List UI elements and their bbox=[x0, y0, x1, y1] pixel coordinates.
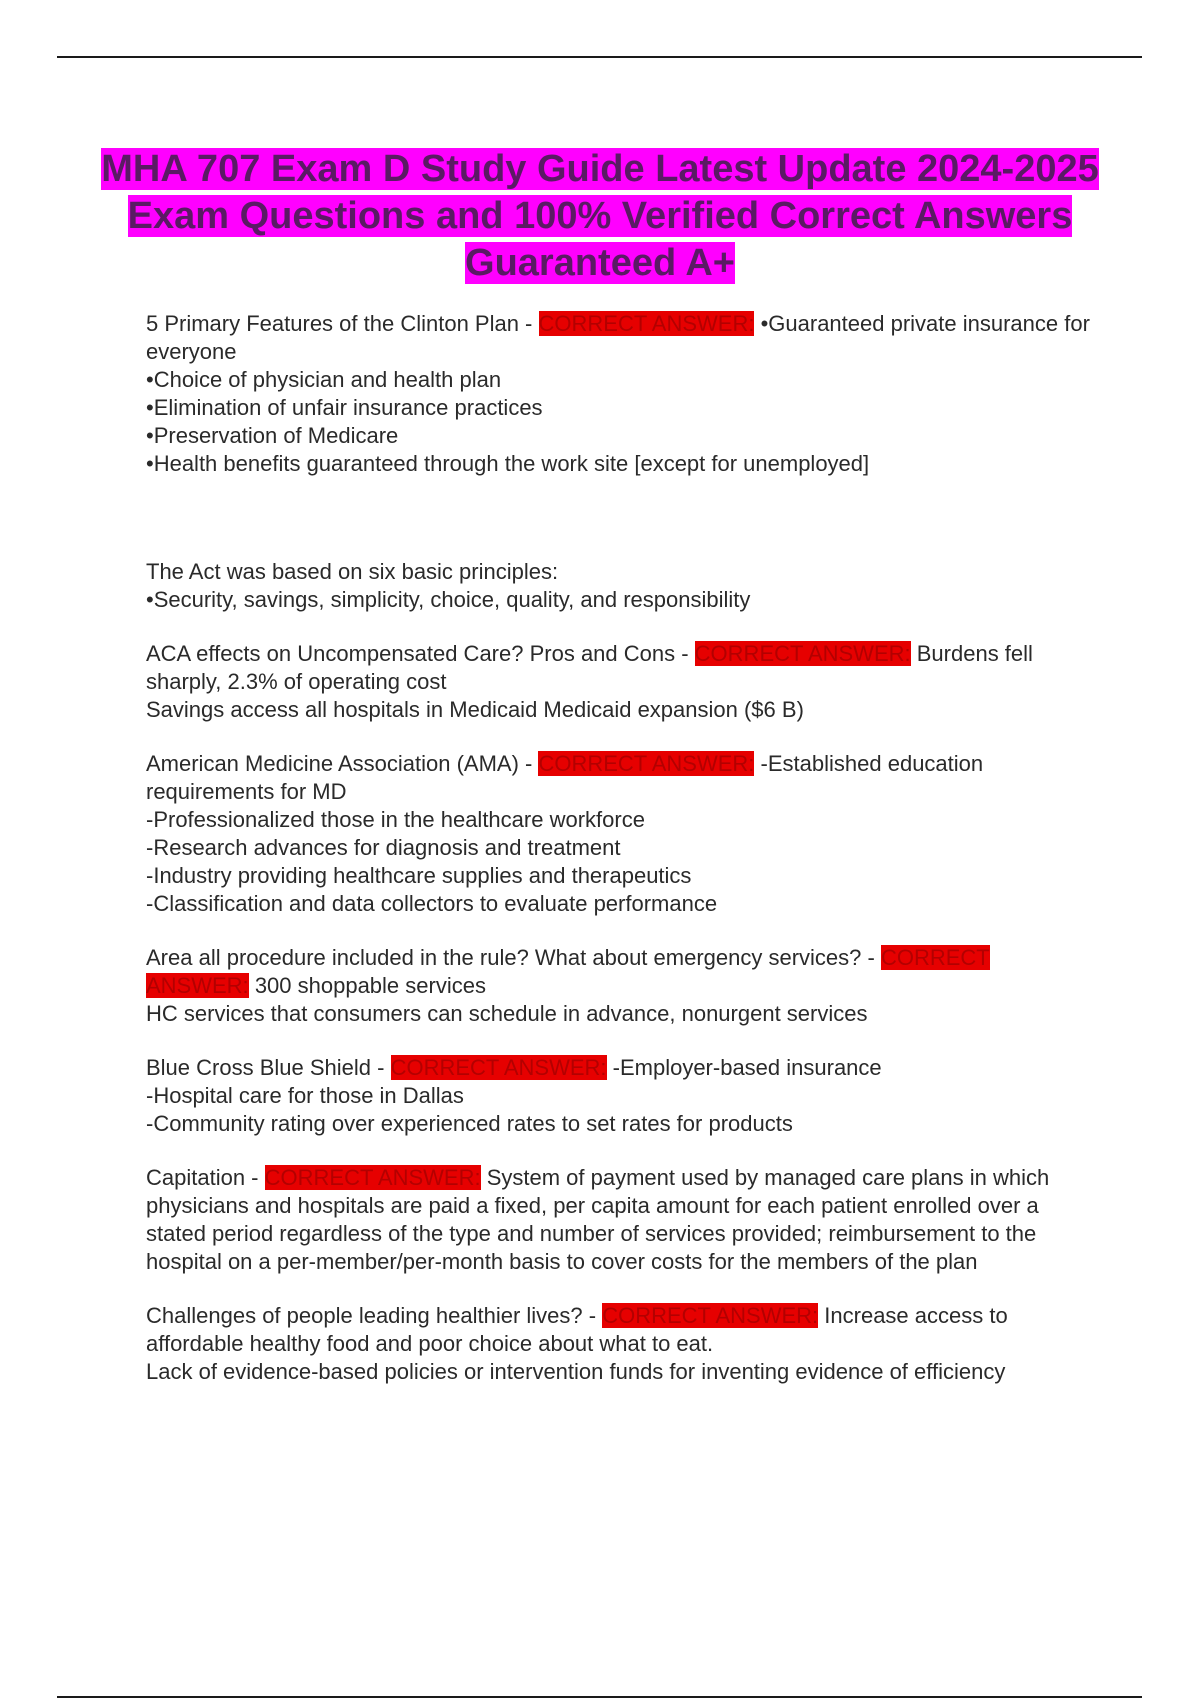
question-text: 5 Primary Features of the Clinton Plan - bbox=[146, 311, 539, 336]
qa-item bbox=[146, 944, 1096, 1028]
answer-line: Savings access all hospitals in Medicaid Medicaid expansion ($6 B) bbox=[146, 697, 804, 722]
correct-answer-label: CORRECT ANSWER: bbox=[602, 1303, 819, 1328]
answer-line: •Preservation of Medicare bbox=[146, 423, 399, 448]
qa-item bbox=[146, 1302, 1096, 1386]
qa-item bbox=[146, 640, 1096, 724]
answer-text: 300 shoppable services bbox=[254, 973, 486, 998]
qa-item bbox=[146, 558, 1096, 614]
answer-text: System of payment used by managed care plans in which physicians and hospitals are paid a fixed, per capita amount for each patient enrolled over a stated period regardless of the type and number of services provided; reimbursement to the hospital on a per-member/per-month basis to cover costs for the members of the plan bbox=[146, 1165, 1050, 1274]
question-text: American Medicine Association (AMA) - bbox=[146, 751, 539, 776]
answer-line: -Hospital care for those in Dallas bbox=[146, 1083, 464, 1108]
bottom-rule bbox=[57, 1696, 1142, 1698]
qa-item bbox=[146, 310, 1096, 478]
qa-item bbox=[146, 1054, 1096, 1138]
correct-answer-label: CORRECT ANSWER: bbox=[390, 1055, 607, 1080]
answer-line: -Professionalized those in the healthcare workforce bbox=[146, 807, 645, 832]
answer-line: -Classification and data collectors to evaluate performance bbox=[146, 891, 718, 916]
answer-text: -Employer-based insurance bbox=[612, 1055, 882, 1080]
question-text: Capitation - bbox=[146, 1165, 265, 1190]
answer-line: •Health benefits guaranteed through the work site [except for unemployed] bbox=[146, 451, 870, 476]
title-block bbox=[100, 146, 1100, 287]
correct-answer-label: CORRECT ANSWER: bbox=[694, 641, 911, 666]
plain-line: The Act was based on six basic principles: bbox=[146, 559, 559, 584]
answer-line: HC services that consumers can schedule in advance, nonurgent services bbox=[146, 1001, 868, 1026]
answer-text: Increase access to affordable healthy food and poor choice about what to eat. bbox=[146, 1303, 1008, 1356]
qa-item bbox=[146, 1164, 1096, 1276]
document-title: MHA 707 Exam D Study Guide Latest Update 2024-2025 Exam Questions and 100% Verified Correct Answers Guaranteed A+ bbox=[101, 148, 1099, 284]
answer-text: •Guaranteed private insurance for everyone bbox=[146, 311, 1090, 364]
plain-line: •Security, savings, simplicity, choice, quality, and responsibility bbox=[146, 587, 751, 612]
answer-line: Lack of evidence-based policies or intervention funds for inventing evidence of efficiency bbox=[146, 1359, 1006, 1384]
spacer bbox=[146, 504, 1096, 558]
qa-list bbox=[146, 310, 1096, 1412]
correct-answer-label: CORRECT ANSWER: bbox=[264, 1165, 481, 1190]
answer-line: -Research advances for diagnosis and treatment bbox=[146, 835, 621, 860]
question-text: Challenges of people leading healthier lives? - bbox=[146, 1303, 603, 1328]
answer-line: •Elimination of unfair insurance practices bbox=[146, 395, 543, 420]
answer-line: •Choice of physician and health plan bbox=[146, 367, 502, 392]
question-text: ACA effects on Uncompensated Care? Pros and Cons - bbox=[146, 641, 695, 666]
answer-text: Burdens fell sharply, 2.3% of operating cost bbox=[146, 641, 1033, 694]
top-rule bbox=[57, 56, 1142, 58]
question-text: Blue Cross Blue Shield - bbox=[146, 1055, 391, 1080]
answer-text: -Established education requirements for MD bbox=[146, 751, 984, 804]
correct-answer-label: CORRECT ANSWER: bbox=[538, 751, 755, 776]
correct-answer-label: CORRECT ANSWER: bbox=[146, 945, 990, 998]
answer-line: -Community rating over experienced rates to set rates for products bbox=[146, 1111, 793, 1136]
answer-line: -Industry providing healthcare supplies and therapeutics bbox=[146, 863, 692, 888]
correct-answer-label: CORRECT ANSWER: bbox=[538, 311, 755, 336]
qa-item bbox=[146, 750, 1096, 918]
question-text: Area all procedure included in the rule? What about emergency services? - bbox=[146, 945, 881, 970]
